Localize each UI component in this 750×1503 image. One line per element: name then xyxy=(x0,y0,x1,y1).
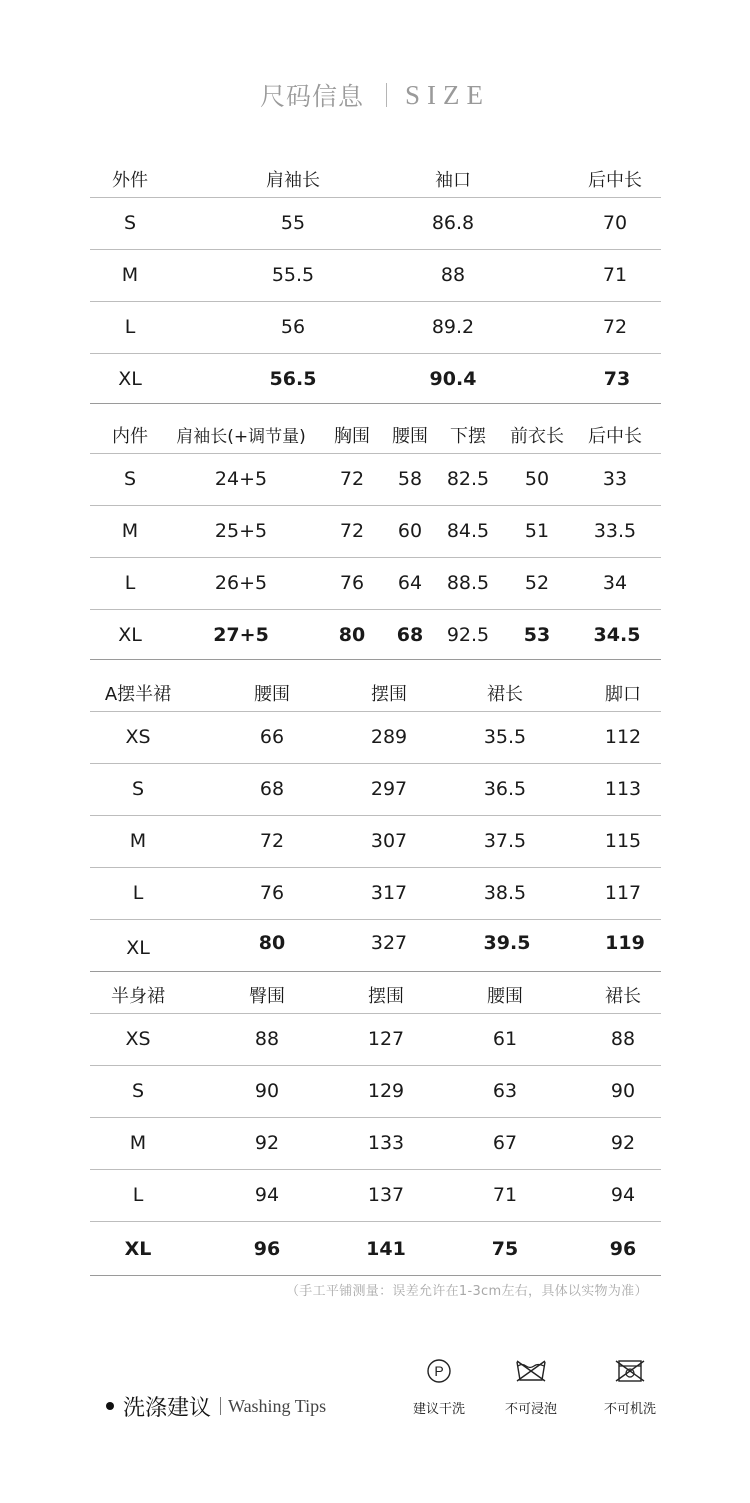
table-row xyxy=(90,302,661,354)
table-header-row xyxy=(90,157,661,198)
bullet-icon xyxy=(106,1402,114,1410)
care-label: 不可机洗 xyxy=(603,1402,656,1417)
size-cell: L xyxy=(132,1184,144,1206)
header-cell: 半身裙 xyxy=(111,986,165,1007)
value-cell: 58 xyxy=(397,468,423,490)
table-row xyxy=(90,198,661,250)
value-cell: 56 xyxy=(280,316,306,338)
table-header-row xyxy=(90,671,661,712)
header-cell: A摆半裙 xyxy=(104,684,172,705)
value-cell: 133 xyxy=(367,1132,405,1154)
care-label: 建议干洗 xyxy=(412,1402,465,1417)
value-cell: 63 xyxy=(492,1080,518,1102)
header-cell: 腰围 xyxy=(254,684,290,705)
value-cell: 289 xyxy=(370,726,408,748)
header-cell: 腰围 xyxy=(392,426,428,447)
size-cell: S xyxy=(123,212,137,234)
value-cell: 68 xyxy=(396,624,424,646)
size-cell: S xyxy=(123,468,137,490)
value-cell: 72 xyxy=(339,520,365,542)
value-cell: 307 xyxy=(370,830,408,852)
size-cell: M xyxy=(121,520,139,542)
table-row xyxy=(90,1170,661,1222)
value-cell: 27+5 xyxy=(213,624,269,646)
size-cell: L xyxy=(124,572,136,594)
table-row xyxy=(90,610,661,660)
value-cell: 90 xyxy=(254,1080,280,1102)
header-cell: 肩袖长 xyxy=(266,170,320,191)
washing-tips-heading xyxy=(106,1390,326,1422)
value-cell: 92.5 xyxy=(446,624,490,646)
a-line-skirt-size-table xyxy=(90,671,661,972)
value-cell: 115 xyxy=(604,830,642,852)
header-cell: 前衣长 xyxy=(510,426,564,447)
value-cell: 39.5 xyxy=(483,932,531,954)
dry-clean-p-icon xyxy=(426,1358,452,1384)
header-cell: 裙长 xyxy=(605,986,641,1007)
value-cell: 90 xyxy=(610,1080,636,1102)
header-cell: 肩袖长(+调节量) xyxy=(176,427,306,447)
size-cell: XL xyxy=(124,1238,152,1260)
value-cell: 50 xyxy=(524,468,550,490)
value-cell: 297 xyxy=(370,778,408,800)
value-cell: 117 xyxy=(604,882,642,904)
page-title xyxy=(0,78,750,112)
value-cell: 55.5 xyxy=(271,264,315,286)
value-cell: 60 xyxy=(397,520,423,542)
header-cell: 腰围 xyxy=(487,986,523,1007)
table-row xyxy=(90,764,661,816)
table-row xyxy=(90,558,661,610)
value-cell: 72 xyxy=(602,316,628,338)
value-cell: 112 xyxy=(604,726,642,748)
value-cell: 55 xyxy=(280,212,306,234)
header-cell: 外件 xyxy=(112,170,148,191)
table-header-row xyxy=(90,413,661,454)
value-cell: 66 xyxy=(259,726,285,748)
size-cell: M xyxy=(121,264,139,286)
value-cell: 38.5 xyxy=(483,882,527,904)
value-cell: 119 xyxy=(605,932,645,954)
size-cell: XL xyxy=(118,368,142,390)
value-cell: 317 xyxy=(370,882,408,904)
size-cell: XL xyxy=(126,937,150,959)
value-cell: 71 xyxy=(492,1184,518,1206)
value-cell: 137 xyxy=(367,1184,405,1206)
title-divider xyxy=(386,83,387,107)
table-row xyxy=(90,816,661,868)
size-cell: XL xyxy=(118,624,142,646)
header-cell: 裙长 xyxy=(487,684,523,705)
washing-title-en: Washing Tips xyxy=(228,1395,327,1416)
value-cell: 33 xyxy=(602,468,628,490)
value-cell: 129 xyxy=(367,1080,405,1102)
value-cell: 88 xyxy=(254,1028,280,1050)
outer-size-table xyxy=(90,157,661,404)
value-cell: 76 xyxy=(339,572,365,594)
size-cell: M xyxy=(129,1132,147,1154)
value-cell: 80 xyxy=(258,932,286,954)
value-cell: 34.5 xyxy=(593,624,641,646)
value-cell: 72 xyxy=(339,468,365,490)
header-cell: 摆围 xyxy=(371,684,407,705)
value-cell: 88 xyxy=(610,1028,636,1050)
title-cn: 尺码信息 xyxy=(259,82,364,111)
header-cell: 胸围 xyxy=(334,426,370,447)
value-cell: 51 xyxy=(524,520,550,542)
header-cell: 后中长 xyxy=(588,170,642,191)
size-cell: L xyxy=(132,882,144,904)
table-row xyxy=(90,1222,661,1276)
value-cell: 61 xyxy=(492,1028,518,1050)
value-cell: 76 xyxy=(259,882,285,904)
table-row xyxy=(90,920,661,972)
title-en: SIZE xyxy=(405,79,490,110)
header-cell: 摆围 xyxy=(368,986,404,1007)
table-row xyxy=(90,1066,661,1118)
value-cell: 127 xyxy=(367,1028,405,1050)
size-cell: S xyxy=(131,1080,145,1102)
value-cell: 75 xyxy=(491,1238,519,1260)
table-row xyxy=(90,1118,661,1170)
no-soak-icon xyxy=(514,1358,548,1384)
table-row xyxy=(90,712,661,764)
washing-title-cn: 洗涤建议 xyxy=(123,1395,212,1421)
size-cell: L xyxy=(124,316,136,338)
value-cell: 88 xyxy=(440,264,466,286)
value-cell: 92 xyxy=(610,1132,636,1154)
header-cell: 内件 xyxy=(112,426,148,447)
value-cell: 84.5 xyxy=(446,520,490,542)
header-cell: 臀围 xyxy=(249,986,285,1007)
value-cell: 88.5 xyxy=(446,572,490,594)
value-cell: 36.5 xyxy=(483,778,527,800)
value-cell: 67 xyxy=(492,1132,518,1154)
value-cell: 35.5 xyxy=(483,726,527,748)
header-cell: 袖口 xyxy=(435,170,471,191)
value-cell: 26+5 xyxy=(214,572,268,594)
value-cell: 56.5 xyxy=(269,368,317,390)
table-row xyxy=(90,506,661,558)
value-cell: 73 xyxy=(603,368,631,390)
value-cell: 52 xyxy=(524,572,550,594)
table-row xyxy=(90,454,661,506)
value-cell: 82.5 xyxy=(446,468,490,490)
care-item-dry-clean xyxy=(401,1358,477,1417)
value-cell: 68 xyxy=(259,778,285,800)
measurement-note: （手工平铺测量：误差允许在1-3cm左右，具体以实物为准） xyxy=(286,1284,648,1299)
value-cell: 94 xyxy=(610,1184,636,1206)
value-cell: 80 xyxy=(338,624,366,646)
value-cell: 96 xyxy=(609,1238,637,1260)
value-cell: 92 xyxy=(254,1132,280,1154)
value-cell: 53 xyxy=(523,624,551,646)
care-item-no-soak xyxy=(493,1358,569,1417)
value-cell: 90.4 xyxy=(429,368,477,390)
svg-text:P: P xyxy=(434,1363,444,1379)
value-cell: 70 xyxy=(602,212,628,234)
care-item-no-machine-wash xyxy=(592,1358,668,1417)
size-cell: M xyxy=(129,830,147,852)
value-cell: 327 xyxy=(370,932,408,954)
header-cell: 脚口 xyxy=(605,684,641,705)
value-cell: 96 xyxy=(253,1238,281,1260)
value-cell: 86.8 xyxy=(431,212,475,234)
value-cell: 37.5 xyxy=(483,830,527,852)
care-label: 不可浸泡 xyxy=(504,1402,557,1417)
value-cell: 72 xyxy=(259,830,285,852)
header-cell: 下摆 xyxy=(450,426,486,447)
table-row xyxy=(90,354,661,404)
value-cell: 34 xyxy=(602,572,628,594)
header-cell: 后中长 xyxy=(588,426,642,447)
size-cell: XS xyxy=(125,726,151,748)
size-cell: S xyxy=(131,778,145,800)
value-cell: 94 xyxy=(254,1184,280,1206)
size-cell: XS xyxy=(125,1028,151,1050)
washing-title-divider xyxy=(220,1397,221,1415)
table-row xyxy=(90,1014,661,1066)
no-machine-wash-icon xyxy=(613,1358,647,1384)
value-cell: 33.5 xyxy=(593,520,637,542)
value-cell: 64 xyxy=(397,572,423,594)
table-row xyxy=(90,868,661,920)
table-row xyxy=(90,250,661,302)
value-cell: 113 xyxy=(604,778,642,800)
value-cell: 89.2 xyxy=(431,316,475,338)
value-cell: 25+5 xyxy=(214,520,268,542)
value-cell: 71 xyxy=(602,264,628,286)
value-cell: 141 xyxy=(366,1238,406,1260)
table-header-row xyxy=(90,973,661,1014)
half-skirt-size-table xyxy=(90,973,661,1276)
inner-size-table xyxy=(90,413,661,660)
value-cell: 24+5 xyxy=(214,468,268,490)
